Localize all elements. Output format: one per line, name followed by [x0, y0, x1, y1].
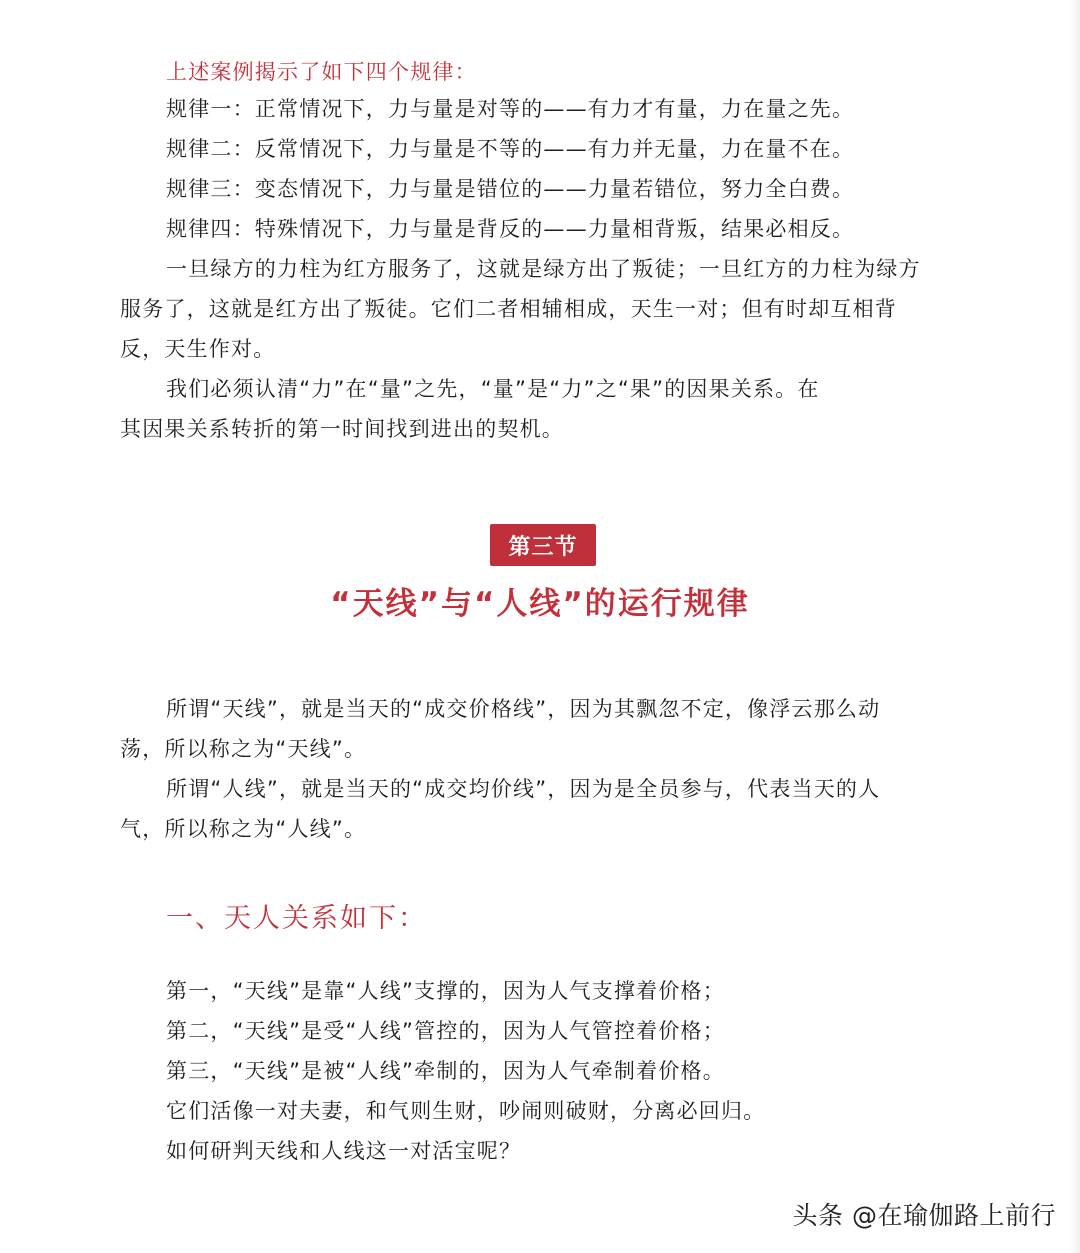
paragraph-line: 一旦绿方的力柱为红方服务了，这就是绿方出了叛徒；一旦红方的力柱为绿方	[166, 257, 921, 281]
definition-line: 荡，所以称之为“天线”。	[120, 737, 367, 761]
intro-heading: 上述案例揭示了如下四个规律：	[166, 60, 477, 84]
rule-line: 规律一：正常情况下，力与量是对等的——有力才有量，力在量之先。	[166, 97, 855, 121]
relation-line: 第一，“天线”是靠“人线”支撑的，因为人气支撑着价格；	[166, 979, 725, 1003]
relation-line: 第三，“天线”是被“人线”牵制的，因为人气牵制着价格。	[166, 1059, 725, 1083]
rule-line: 规律四：特殊情况下，力与量是背反的——力量相背叛，结果必相反。	[166, 217, 855, 241]
definition-line: 所谓“人线”，就是当天的“成交均价线”，因为是全员参与，代表当天的人	[166, 777, 881, 801]
relation-line: 它们活像一对夫妻，和气则生财，吵闹则破财，分离必回归。	[166, 1099, 766, 1123]
paragraph-line: 其因果关系转折的第一时间找到进出的契机。	[120, 417, 564, 441]
rule-line: 规律二：反常情况下，力与量是不等的——有力并无量，力在量不在。	[166, 137, 855, 161]
section-title: “天线”与“人线”的运行规律	[330, 586, 750, 622]
definition-line: 所谓“天线”，就是当天的“成交价格线”，因为其飘忽不定，像浮云那么动	[166, 697, 881, 721]
page-edge-shadow	[1070, 0, 1080, 1253]
paragraph-line: 服务了，这就是红方出了叛徒。它们二者相辅相成，天生一对；但有时却互相背	[120, 297, 897, 321]
subheading: 一、天人关系如下：	[166, 903, 427, 934]
section-badge: 第三节	[490, 524, 596, 566]
relation-line: 第二，“天线”是受“人线”管控的，因为人气管控着价格；	[166, 1019, 725, 1043]
definition-line: 气，所以称之为“人线”。	[120, 817, 367, 841]
paragraph-line: 反，天生作对。	[120, 337, 276, 361]
watermark: 头条 @在瑜伽路上前行	[792, 1201, 1056, 1230]
paragraph-line: 我们必须认清“力”在“量”之先，“量”是“力”之“果”的因果关系。在	[166, 377, 820, 401]
rule-line: 规律三：变态情况下，力与量是错位的——力量若错位，努力全白费。	[166, 177, 855, 201]
relation-line: 如何研判天线和人线这一对活宝呢？	[166, 1139, 522, 1163]
